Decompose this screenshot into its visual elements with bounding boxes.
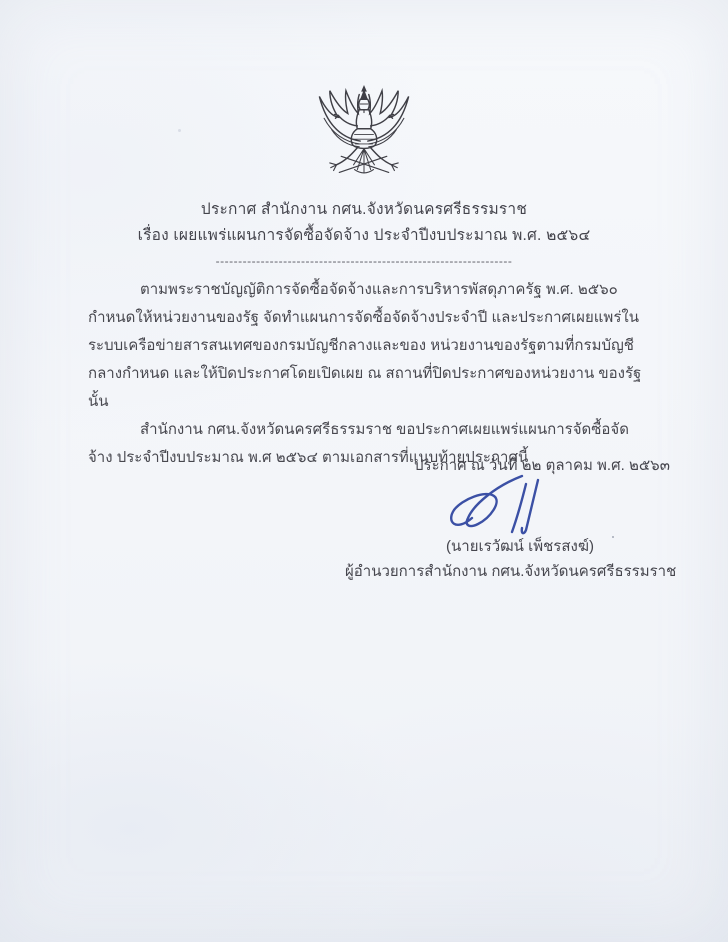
announcement-subject-line: เรื่อง เผยแพร่แผนการจัดซื้อจัดจ้าง ประจำปีงบประมาณ พ.ศ. ๒๕๖๔	[137, 227, 591, 244]
signature-strokes	[451, 476, 538, 533]
dashed-separator: ------------------------------------------------------------------	[215, 254, 513, 268]
announcement-header-line: ประกาศ สำนักงาน กศน.จังหวัดนครศรีธรรมราช	[200, 201, 528, 218]
announcement-date-line: ประกาศ ณ วันที่ ๒๒ ตุลาคม พ.ศ. ๒๕๖๓	[414, 457, 670, 474]
scan-speckle	[178, 129, 181, 132]
paragraph-publication-statement: สำนักงาน กศน.จังหวัดนครศรีธรรมราช ขอประกาศเผยแพร่แผนการจัดซื้อจัดจ้าง ประจำปีงบประมาณ พ.ศ ๒๕๖๔ ตามเอกสารที่แนบท้ายประกาศนี้	[88, 421, 629, 466]
signer-name: (นายเรวัฒน์ เพ็ชรสงฆ์)	[446, 538, 594, 555]
signature-handwritten	[438, 474, 568, 538]
garuda-emblem-strokes	[319, 85, 408, 173]
signer-title: ผู้อำนวยการสำนักงาน กศน.จังหวัดนครศรีธรรมราช	[345, 563, 677, 580]
garuda-emblem-icon	[307, 84, 421, 182]
scan-speckle	[612, 536, 614, 538]
announcement-body	[88, 276, 650, 472]
paragraph-legal-basis: ตามพระราชบัญญัติการจัดซื้อจัดจ้างและการบริหารพัสดุภาครัฐ พ.ศ. ๒๕๖๐ กำหนดให้หน่วยงานของรัฐ จัดทำแผนการจัดซื้อจัดจ้างประจำปี และประกาศเผยแพร่ในระบบเครือข่ายสารสนเทศของกรมบัญชีกลางและของ หน่วยงานของรัฐตามที่กรมบัญชีกลางกำหนด และให้ปิดประกาศโดยเปิดเผย ณ สถานที่ปิดประกาศของหน่วยงาน ของรัฐ นั้น	[88, 281, 642, 410]
